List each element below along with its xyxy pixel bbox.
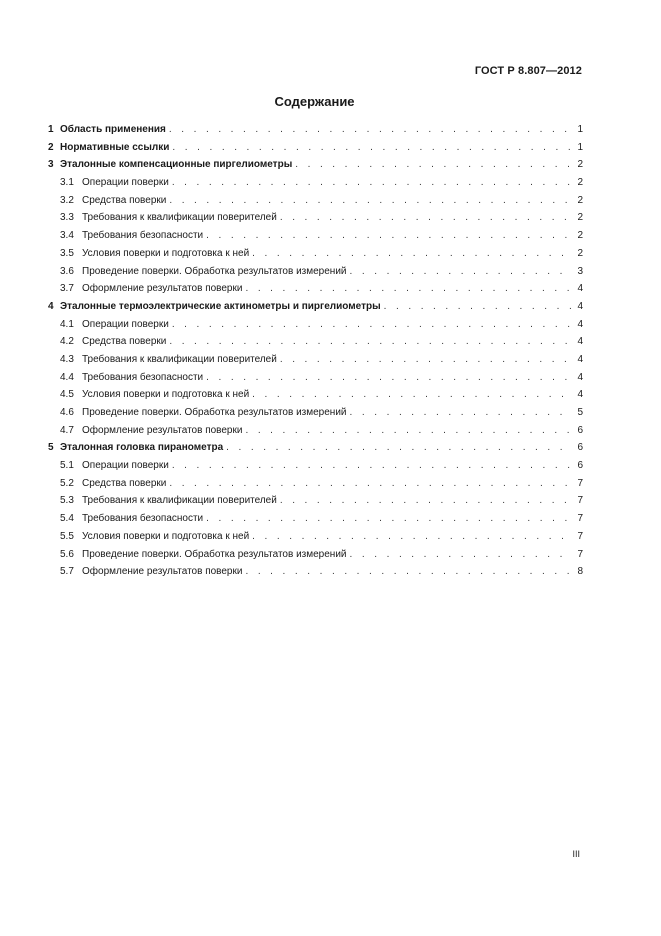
toc-entry-page: 4 [577, 336, 583, 348]
toc-subsection[interactable] [48, 369, 583, 387]
toc-dot-leader [169, 333, 572, 351]
toc-entry-number: 4.4 [60, 371, 74, 383]
toc-entry-title: Операции поверки [82, 460, 169, 472]
toc-dot-leader [280, 492, 572, 510]
toc-entry-title: Требования к квалификации поверителей [82, 495, 277, 507]
toc-entry-page: 7 [577, 548, 583, 560]
toc-entry-title: Требования безопасности [82, 513, 204, 525]
toc-subsection[interactable] [48, 351, 583, 369]
toc-section[interactable] [48, 121, 583, 139]
toc-subsection[interactable] [48, 174, 583, 192]
toc-entry-page: 7 [577, 513, 583, 525]
toc-dot-leader [245, 563, 572, 581]
toc-entry-page: 4 [577, 283, 583, 295]
document-code: ГОСТ Р 8.807—2012 [474, 65, 582, 77]
toc-subsection[interactable] [48, 457, 583, 475]
toc-subsection[interactable] [48, 404, 583, 422]
table-of-contents [48, 121, 583, 581]
toc-subsection[interactable] [48, 475, 583, 493]
toc-entry-title: Средства поверки [82, 194, 167, 206]
toc-entry-title: Проведение поверки. Обработка результатов измерений [82, 548, 347, 560]
toc-entry-number: 1 [48, 124, 54, 135]
toc-entry-page: 4 [577, 300, 583, 312]
toc-entry-page: 2 [577, 247, 583, 259]
toc-dot-leader [384, 298, 572, 316]
toc-subsection[interactable] [48, 280, 583, 298]
toc-subsection[interactable] [48, 528, 583, 546]
toc-subsection[interactable] [48, 422, 583, 440]
toc-dot-leader [350, 263, 572, 281]
toc-entry-number: 5.4 [60, 513, 74, 525]
toc-entry-title: Эталонные компенсационные пиргелиометры [60, 159, 293, 171]
toc-entry-page: 6 [577, 460, 583, 472]
toc-section[interactable] [48, 439, 583, 457]
toc-dot-leader [172, 316, 572, 334]
toc-dot-leader [245, 280, 572, 298]
toc-subsection[interactable] [48, 492, 583, 510]
toc-subsection[interactable] [48, 386, 583, 404]
toc-entry-number: 4.6 [60, 407, 74, 418]
toc-entry-page: 2 [577, 159, 583, 171]
toc-entry-title: Средства поверки [82, 477, 167, 489]
toc-entry-number: 3.1 [60, 177, 74, 189]
toc-subsection[interactable] [48, 263, 583, 281]
toc-entry-page: 6 [577, 442, 583, 454]
toc-entry-title: Условия поверки и подготовка к ней [82, 530, 250, 542]
toc-entry-page: 7 [577, 530, 583, 542]
toc-subsection[interactable] [48, 316, 583, 334]
toc-entry-number: 5.7 [60, 566, 74, 578]
toc-entry-page: 4 [577, 389, 583, 401]
toc-entry-page: 1 [577, 141, 583, 153]
toc-dot-leader [295, 156, 572, 174]
toc-entry-page: 3 [577, 265, 583, 277]
toc-dot-leader [252, 528, 572, 546]
toc-entry-page: 2 [577, 230, 583, 242]
toc-entry-page: 8 [577, 566, 583, 578]
toc-entry-title: Область применения [60, 124, 166, 135]
toc-dot-leader [206, 227, 572, 245]
toc-entry-page: 5 [577, 407, 583, 418]
toc-subsection[interactable] [48, 333, 583, 351]
toc-entry-title: Требования к квалификации поверителей [82, 212, 277, 224]
toc-entry-number: 5.6 [60, 548, 74, 560]
toc-dot-leader [206, 510, 572, 528]
toc-title: Содержание [274, 94, 355, 109]
toc-entry-title: Проведение поверки. Обработка результатов измерений [82, 407, 347, 418]
toc-dot-leader [169, 121, 572, 139]
toc-entry-number: 5.5 [60, 530, 74, 542]
toc-dot-leader [169, 475, 572, 493]
toc-entry-page: 4 [577, 371, 583, 383]
toc-entry-title: Эталонные термоэлектрические актинометры и пиргелиометры [60, 300, 381, 312]
toc-entry-number: 4.7 [60, 424, 74, 436]
toc-subsection[interactable] [48, 510, 583, 528]
toc-entry-title: Эталонная головка пиранометра [60, 442, 224, 454]
toc-subsection[interactable] [48, 546, 583, 564]
toc-dot-leader [350, 404, 572, 422]
toc-section[interactable] [48, 139, 583, 157]
toc-entry-title: Условия поверки и подготовка к ней [82, 389, 250, 401]
toc-entry-title: Оформление результатов поверки [82, 283, 243, 295]
toc-entry-number: 3.2 [60, 194, 74, 206]
toc-subsection[interactable] [48, 245, 583, 263]
toc-entry-title: Требования к квалификации поверителей [82, 353, 277, 365]
toc-dot-leader [226, 439, 572, 457]
toc-entry-page: 1 [577, 124, 583, 135]
toc-entry-title: Условия поверки и подготовка к ней [82, 247, 250, 259]
toc-entry-number: 4 [48, 300, 54, 312]
toc-entry-page: 7 [577, 477, 583, 489]
toc-subsection[interactable] [48, 192, 583, 210]
page-folio: III [572, 849, 580, 859]
toc-dot-leader [172, 139, 572, 157]
toc-section[interactable] [48, 156, 583, 174]
toc-entry-number: 3.3 [60, 212, 74, 224]
toc-entry-page: 2 [577, 212, 583, 224]
toc-entry-title: Проведение поверки. Обработка результатов измерений [82, 265, 347, 277]
toc-dot-leader [172, 457, 572, 475]
toc-dot-leader [280, 209, 572, 227]
toc-dot-leader [245, 422, 572, 440]
toc-subsection[interactable] [48, 227, 583, 245]
toc-entry-title: Операции поверки [82, 177, 169, 189]
toc-entry-number: 5.3 [60, 495, 74, 507]
toc-entry-page: 4 [577, 353, 583, 365]
toc-entry-number: 5 [48, 442, 54, 454]
toc-dot-leader [172, 174, 572, 192]
toc-section[interactable] [48, 298, 583, 316]
toc-entry-title: Средства поверки [82, 336, 167, 348]
toc-entry-number: 4.3 [60, 353, 74, 365]
toc-entry-title: Требования безопасности [82, 371, 204, 383]
toc-entry-page: 2 [577, 177, 583, 189]
toc-entry-number: 3.5 [60, 247, 74, 259]
toc-entry-number: 3.7 [60, 283, 74, 295]
toc-entry-number: 3.4 [60, 230, 74, 242]
toc-dot-leader [280, 351, 572, 369]
toc-subsection[interactable] [48, 209, 583, 227]
toc-dot-leader [350, 546, 572, 564]
toc-dot-leader [169, 192, 572, 210]
toc-entry-page: 4 [577, 318, 583, 330]
toc-entry-page: 2 [577, 194, 583, 206]
toc-entry-number: 2 [48, 141, 54, 153]
toc-dot-leader [252, 386, 572, 404]
toc-subsection[interactable] [48, 563, 583, 581]
toc-entry-number: 3 [48, 159, 54, 171]
toc-entry-page: 7 [577, 495, 583, 507]
toc-entry-title: Требования безопасности [82, 230, 204, 242]
toc-entry-number: 4.2 [60, 336, 74, 348]
toc-dot-leader [206, 369, 572, 387]
toc-entry-title: Оформление результатов поверки [82, 566, 243, 578]
toc-entry-title: Операции поверки [82, 318, 169, 330]
toc-entry-title: Нормативные ссылки [60, 141, 170, 153]
toc-entry-number: 5.2 [60, 477, 74, 489]
toc-entry-number: 4.5 [60, 389, 74, 401]
toc-dot-leader [252, 245, 572, 263]
toc-entry-number: 3.6 [60, 265, 74, 277]
toc-entry-number: 4.1 [60, 318, 74, 330]
toc-entry-number: 5.1 [60, 460, 74, 472]
toc-entry-page: 6 [577, 424, 583, 436]
toc-entry-title: Оформление результатов поверки [82, 424, 243, 436]
